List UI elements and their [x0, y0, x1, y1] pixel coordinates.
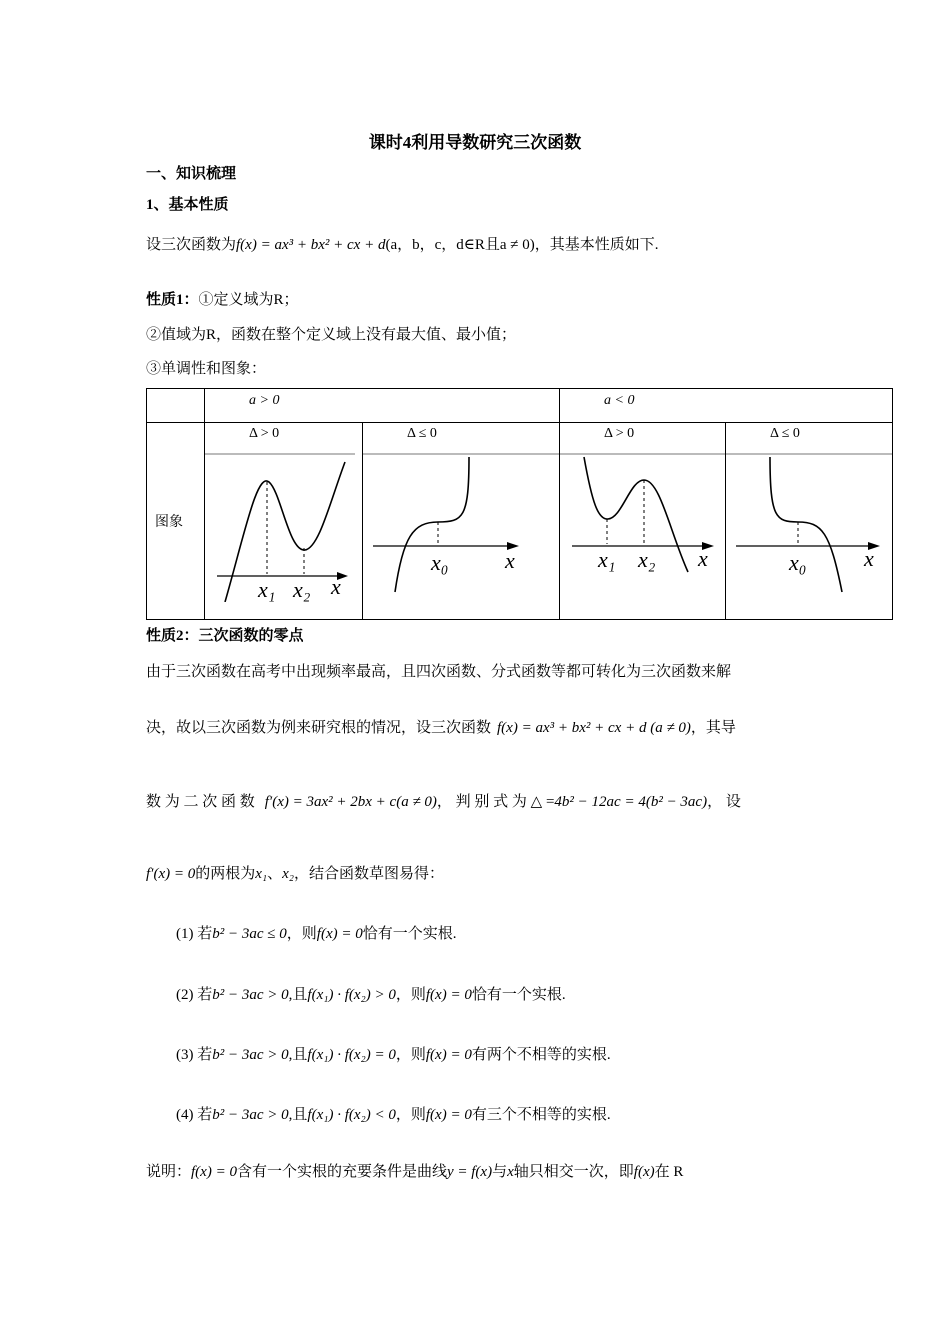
prop2-paragraph-line4: f′(x) = 0的两根为x₁、x₂，结合函数草图易得： — [146, 866, 445, 882]
cell-apos-dle — [363, 423, 560, 620]
case-4: (4) 若b² − 3ac > 0,且f(x₁) · f(x₂) < 0，则f(x) = 0有三个不相等的实根. — [176, 1107, 611, 1123]
header-a-pos: a > 0 — [205, 389, 560, 423]
discriminant: 4b² − 12ac = 4(b² − 3ac) — [554, 794, 708, 810]
case-3: (3) 若b² − 3ac > 0,且f(x₁) · f(x₂) = 0，则f(x) = 0有两个不相等的实根. — [176, 1047, 611, 1063]
prop1-item1: ①定义域为R； — [198, 292, 299, 308]
case-2: (2) 若b² − 3ac > 0,且f(x₁) · f(x₂) > 0，则f(x) = 0恰有一个实根. — [176, 987, 566, 1003]
label-x2: x₂ — [638, 547, 656, 572]
property-table — [146, 388, 893, 620]
prop1-item2: ②值域为R，函数在整个定义域上没有最大值、最小值； — [146, 327, 517, 343]
prop2-paragraph-line3: 数 为 二 次 函 数 f′(x) = 3ax² + 2bx + c(a ≠ 0)， 判 别 式 为 △ =4b² − 12ac = 4(b² − 3ac)， 设 — [146, 794, 741, 810]
intro-line — [146, 233, 659, 254]
label-delta-le: Δ ≤ 0 — [770, 426, 800, 441]
prop2-heading: 性质2：三次函数的零点 — [146, 628, 304, 644]
label-x2: x₂ — [293, 577, 311, 602]
graph-apos-dle — [363, 442, 559, 602]
label-delta-pos: Δ > 0 — [249, 426, 280, 441]
subsection-heading: 1、基本性质 — [146, 197, 229, 213]
label-x0: x₀ — [431, 550, 449, 575]
prop1-label: 性质1： — [146, 292, 199, 308]
prop1-item3: ③单调性和图象： — [146, 361, 267, 377]
row-label-graph: 图象 — [147, 423, 205, 620]
section-heading: 一、知识梳理 — [146, 166, 237, 182]
label-x1: x₁ — [598, 547, 616, 572]
header-a-neg: a < 0 — [560, 389, 893, 423]
label-x: x — [698, 546, 708, 571]
cubic-func: f(x) = ax³ + bx² + cx + d (a ≠ 0) — [497, 720, 691, 736]
graph-aneg-dpos — [560, 442, 725, 602]
intro-params: (a，b，c，d∈R且a ≠ 0) — [385, 237, 535, 253]
cell-aneg-dle — [726, 423, 893, 620]
derivative-func: f′(x) = 3ax² + 2bx + c(a ≠ 0) — [264, 794, 437, 810]
label-x: x — [331, 574, 341, 599]
cell-apos-dpos — [205, 423, 363, 620]
intro-suffix: ，其基本性质如下. — [534, 237, 659, 253]
note-line: 说明：f(x) = 0含有一个实根的充要条件是曲线y = f(x)与x轴只相交一次，即f(x)在 R — [146, 1164, 684, 1180]
cell-aneg-dpos — [560, 423, 726, 620]
page-title: 课时4利用导数研究三次函数 — [368, 133, 582, 152]
prop2-paragraph-line1: 由于三次函数在高考中出现频率最高，且四次函数、分式函数等都可转化为三次函数来解 — [146, 664, 732, 680]
label-x: x — [505, 548, 515, 573]
label-delta-pos: Δ > 0 — [604, 426, 635, 441]
label-x0: x₀ — [789, 550, 807, 575]
intro-func: f(x) = ax³ + bx² + cx + d — [236, 237, 386, 253]
label-x1: x₁ — [258, 577, 276, 602]
graph-apos-dpos — [205, 442, 362, 602]
label-delta-le: Δ ≤ 0 — [407, 426, 437, 441]
prop1-line — [146, 288, 299, 309]
label-x: x — [864, 546, 874, 571]
prop2-paragraph-line2: 决，故以三次函数为例来研究根的情况，设三次函数 f(x) = ax³ + bx² + cx + d (a ≠ 0)，其导 — [146, 720, 736, 736]
case-1: (1) 若b² − 3ac ≤ 0，则f(x) = 0恰有一个实根. — [176, 926, 457, 942]
intro-prefix: 设三次函数为 — [146, 237, 237, 253]
graph-aneg-dle — [726, 442, 892, 602]
empty-cell — [147, 389, 205, 423]
